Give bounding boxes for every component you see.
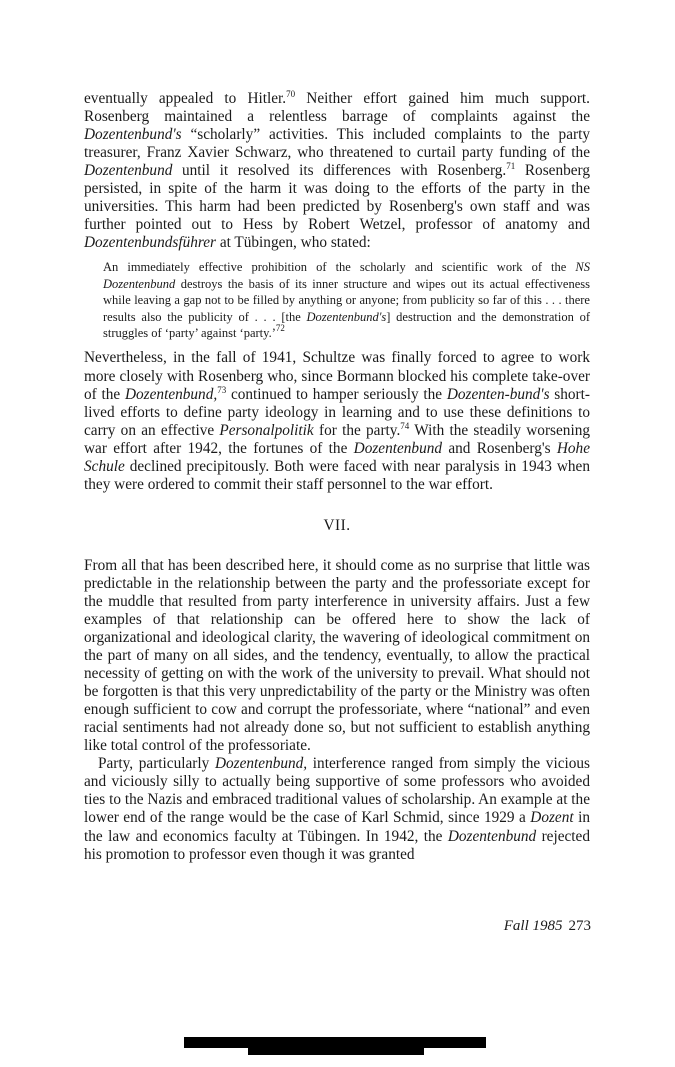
scan-bar-bottom <box>248 1046 424 1055</box>
paragraph: Party, particularly Dozentenbund, interference ranged from simply the vicious and viciously silly to actually being supportive of some professors who avoided ties to the Nazis and embraced traditional values of scholarship. An example at the lower end of the range would be the case of Karl Schmid, since 1929 a Dozent in the law and economics faculty at Tübingen. In 1942, the Dozentenbund rejected his promotion to professor even though it was granted <box>84 755 590 863</box>
paragraph: From all that has been described here, it should come as no surprise that little was predictable in the relationship between the party and the professoriate except for the muddle that resulted from party interference in university affairs. Just a few examples of that relationship can be offered here to show the lack of organizational and ideological clarity, the wavering of ideological commitment on the part of many on all sides, and the tendency, eventually, to allow the practical necessity of getting on with the work of the university to prevail. What should not be forgotten is that this very unpredictability of the party or the Ministry was often enough sufficient to cow and corrupt the professoriate, where “national” and even racial sentiments had not already done so, but not sufficient to establish anything like total control of the professoriate. <box>84 556 590 755</box>
paragraph: Nevertheless, in the fall of 1941, Schultze was finally forced to agree to work more closely with Rosenberg who, since Bormann blocked his complete take-over of the Dozentenbund,$^{73}$ continued to hamper seriously the Dozenten-bund's short-lived efforts to define party ideology in learning and to use these definitions to carry on an effective Personalpolitik for the party.$^{74}$ With the steadily worsening war effort after 1942, the fortunes of the Dozentenbund and Rosenberg's Hohe Schule declined precipitously. Both were faced with near paralysis in 1943 when they were ordered to commit their staff personnel to the war effort. <box>84 349 590 493</box>
issue-label: Fall 1985 <box>503 918 563 934</box>
footnote-ref: 72 <box>275 323 285 334</box>
italic-text: Dozentenbund <box>353 439 443 457</box>
italic-text: Dozentenbund's <box>84 126 182 144</box>
footnote-ref: 70 <box>286 89 296 99</box>
page-footer <box>504 918 591 935</box>
section-heading: VII. <box>323 516 351 534</box>
italic-text: Dozentenbund's <box>306 309 387 324</box>
italic-text: Dozentenbundsführer <box>84 234 216 252</box>
italic-text: Dozenten-bund's <box>446 385 550 403</box>
footnote-ref: 71 <box>506 161 516 172</box>
italic-text: NS Dozentenbund <box>103 260 590 291</box>
italic-text: Dozentenbund <box>447 827 537 845</box>
italic-text: Dozentenbund <box>84 162 173 180</box>
italic-text: Hohe Schule <box>84 439 590 475</box>
block-quote: An immediately effective prohibition of the scholarly and scientific work of the NS Dozentenbund destroys the basis of its inner structure and wipes out its actual effectiveness while leaving a gap not to be filled by anything or anyone; from publicity so far of this . . . there results also the publicity of . . . [the Dozentenbund's] destruction and the demonstration of struggles of ‘party’ against ‘party.’$^{72}$ <box>103 260 591 341</box>
italic-text: Dozent <box>530 809 574 827</box>
footnote-ref: 73 <box>217 384 227 395</box>
italic-text: Dozentenbund, <box>124 385 218 403</box>
article-body <box>84 90 590 864</box>
footnote-ref: 74 <box>400 420 410 431</box>
page-number: 273 <box>568 918 591 934</box>
paragraph: eventually appealed to Hitler.$^{70}$ Neither effort gained him much support. Rosenberg maintained a relentless barrage of complaints against the Dozentenbund's “scholarly” activities. This included complaints to the party treasurer, Franz Xavier Schwarz, who threatened to curtail party funding of the Dozentenbund until it resolved its differences with Rosenberg.$^{71}$ Rosenberg persisted, in spite of the harm it was doing to the efforts of the party in the universities. This harm had been predicted by Rosenberg's own staff and was further pointed out to Hess by Robert Wetzel, professor of anatomy and Dozentenbundsführer at Tübingen, who stated: <box>84 89 590 252</box>
italic-text: Personalpolitik <box>219 421 314 439</box>
italic-text: Dozentenbund, <box>214 755 308 773</box>
